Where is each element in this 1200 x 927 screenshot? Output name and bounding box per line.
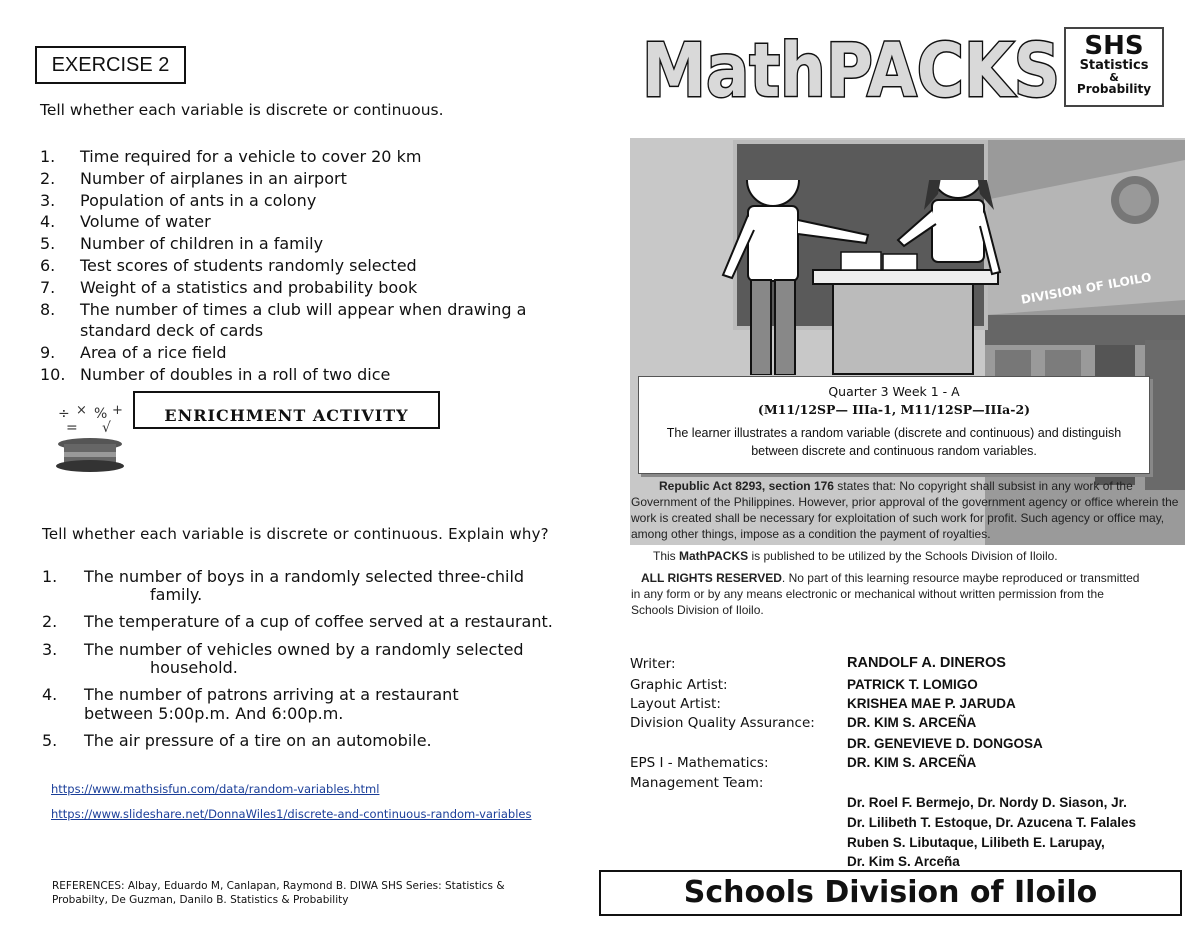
item-number: 8. <box>40 299 56 319</box>
item-number: 3. <box>42 640 58 659</box>
item-text-continued: household. <box>150 658 238 677</box>
published-brand: MathPACKS <box>679 549 749 563</box>
legal-notice <box>631 478 1184 618</box>
published-pre: This <box>653 549 680 563</box>
credit-mgmt-3: Ruben S. Libutaque, Lilibeth E. Larupay, <box>847 835 1105 850</box>
item-text: Test scores of students randomly selected <box>80 255 417 275</box>
item-text: Weight of a statistics and probability book <box>80 277 418 297</box>
item-number: 6. <box>40 255 56 275</box>
item-text: The temperature of a cup of coffee served at a restaurant. <box>84 612 553 631</box>
list-item <box>42 731 432 750</box>
item-text: Number of doubles in a roll of two dice <box>80 364 391 384</box>
rights-reserved: ALL RIGHTS RESERVED <box>641 571 782 585</box>
list-item <box>40 364 600 386</box>
brand-title <box>636 20 1066 108</box>
item-text: Population of ants in a colony <box>80 190 317 210</box>
svg-text:÷: ÷ <box>58 406 70 422</box>
item-number: 4. <box>40 212 56 232</box>
exercise-instruction: Tell whether each variable is discrete or continuous. <box>40 101 444 119</box>
credit-layout: KRISHEA MAE P. JARUDA <box>847 696 1016 711</box>
published-paragraph <box>631 548 1184 564</box>
item-text: The number of vehicles owned by a randomly selected <box>84 640 524 659</box>
item-number: 1. <box>42 567 58 586</box>
item-number: 7. <box>40 277 56 297</box>
shs-subject-1: Statistics <box>1079 58 1149 73</box>
exercise-title: EXERCISE 2 <box>35 46 186 84</box>
shs-amp: & <box>1109 71 1119 84</box>
credit-mgmt-1: Dr. Roel F. Bermejo, Dr. Nordy D. Siason, Jr. <box>847 795 1127 810</box>
competency-codes: (M11/12SP— IIIa-1, M11/12SP—IIIa-2) <box>757 402 1031 417</box>
item-text: Number of airplanes in an airport <box>80 168 347 188</box>
item-text: The number of patrons arriving at a restaurant <box>84 685 459 704</box>
svg-text:×: × <box>76 403 87 418</box>
enrichment-title: ENRICHMENT ACTIVITY <box>133 391 440 429</box>
item-text: Number of children in a family <box>80 234 324 254</box>
item-text-continued: family. <box>150 585 203 604</box>
item-text: Time required for a vehicle to cover 20 km <box>80 147 422 166</box>
list-item <box>40 190 600 212</box>
copyright-paragraph <box>631 478 1184 542</box>
brand-title-text: MathPACKS <box>642 28 1060 108</box>
credit-qa-2: DR. GENEVIEVE D. DONGOSA <box>847 736 1043 751</box>
shs-label: SHS <box>1084 31 1144 61</box>
item-number: 1. <box>40 147 56 166</box>
item-text: The air pressure of a tire on an automobile. <box>84 731 432 750</box>
list-item <box>40 168 600 190</box>
svg-text:%: % <box>94 406 108 422</box>
item-number: 10. <box>40 364 66 384</box>
rights-text: . No part of this learning resource maybe reproduced or transmitted in any form or by any means electronic or mechanical without written permission from the Schools Division of Iloilo. <box>631 571 1140 617</box>
rights-paragraph <box>631 570 1141 618</box>
credit-label-eps: EPS I - Mathematics: <box>630 755 769 771</box>
svg-text:=: = <box>66 420 78 436</box>
item-text-continued: between 5:00p.m. And 6:00p.m. <box>84 704 344 723</box>
list-item <box>40 233 600 255</box>
item-number: 5. <box>40 234 56 254</box>
references: REFERENCES: Albay, Eduardo M, Canlapan, Raymond B. DIWA SHS Series: Statistics & Probabilty, De Guzman, Danilo B. Statistics & Probability <box>52 880 505 906</box>
item-number: 2. <box>42 612 58 631</box>
credit-mgmt-4: Dr. Kim S. Arceña <box>847 854 960 869</box>
list-item <box>42 685 459 704</box>
credit-label-writer: Writer: <box>630 656 676 672</box>
credit-qa-1: DR. KIM S. ARCEÑA <box>847 715 977 730</box>
list-item <box>40 299 600 343</box>
shs-subject-2: Probability <box>1076 82 1152 96</box>
credit-label-mgmt: Management Team: <box>630 775 764 791</box>
credit-eps: DR. KIM S. ARCEÑA <box>847 755 977 770</box>
svg-text:√: √ <box>102 420 111 436</box>
list-item <box>40 342 600 364</box>
credit-writer: RANDOLF A. DINEROS <box>847 655 1006 671</box>
item-text: Volume of water <box>80 212 211 232</box>
item-text: Area of a rice field <box>80 343 227 363</box>
credit-mgmt-2: Dr. Lilibeth T. Estoque, Dr. Azucena T. Falales <box>847 815 1137 830</box>
credit-label-qa: Division Quality Assurance: <box>630 715 815 731</box>
copyright-text: states that: No copyright shall subsist in any work of the Government of the Philippines. However, prior approval of the government agency or office wherein the work is created shall be necessary for exploitation of such work for profit. Such agency or office may, among other things, impose as a condition the payment of royalties. <box>631 479 1179 541</box>
list-item <box>42 612 553 631</box>
footer-division-name: Schools Division of Iloilo <box>599 870 1182 916</box>
exercise-list <box>40 146 600 386</box>
reference-link-mathsisfun[interactable]: https://www.mathsisfun.com/data/random-variables.html <box>51 782 380 796</box>
item-number: 5. <box>42 731 58 750</box>
competency-text: The learner illustrates a random variable (discrete and continuous) and distinguish between discrete and continuous random variables. <box>666 426 1122 458</box>
quarter-line: Quarter 3 Week 1 - A <box>828 384 960 399</box>
list-item <box>40 146 600 168</box>
item-text: The number of times a club will appear when drawing a standard deck of cards <box>80 299 527 341</box>
building-sign: DIVISION OF ILOILO <box>1020 270 1153 307</box>
competency-box <box>638 376 1150 474</box>
item-number: 4. <box>42 685 58 704</box>
item-number: 9. <box>40 343 56 363</box>
teacher-student-illustration <box>718 180 1008 375</box>
list-item <box>40 277 600 299</box>
svg-text:+: + <box>112 403 123 418</box>
list-item <box>40 255 600 277</box>
magic-hat-icon <box>42 400 134 474</box>
list-item <box>42 640 524 659</box>
item-text: The number of boys in a randomly selected three-child <box>84 567 525 586</box>
list-item <box>40 211 600 233</box>
item-number: 2. <box>40 168 56 188</box>
reference-link-slideshare[interactable]: https://www.slideshare.net/DonnaWiles1/discrete-and-continuous-random-variables <box>51 807 532 821</box>
list-item <box>42 567 524 586</box>
enrichment-instruction: Tell whether each variable is discrete or continuous. Explain why? <box>42 525 549 543</box>
credit-graphic: PATRICK T. LOMIGO <box>847 677 978 692</box>
published-post: is published to be utilized by the Schools Division of Iloilo. <box>748 549 1058 563</box>
credit-label-layout: Layout Artist: <box>630 696 721 712</box>
item-number: 3. <box>40 190 56 210</box>
copyright-law: Republic Act 8293, section 176 <box>659 479 834 493</box>
shs-badge <box>1064 27 1164 107</box>
credit-label-graphic: Graphic Artist: <box>630 677 728 693</box>
